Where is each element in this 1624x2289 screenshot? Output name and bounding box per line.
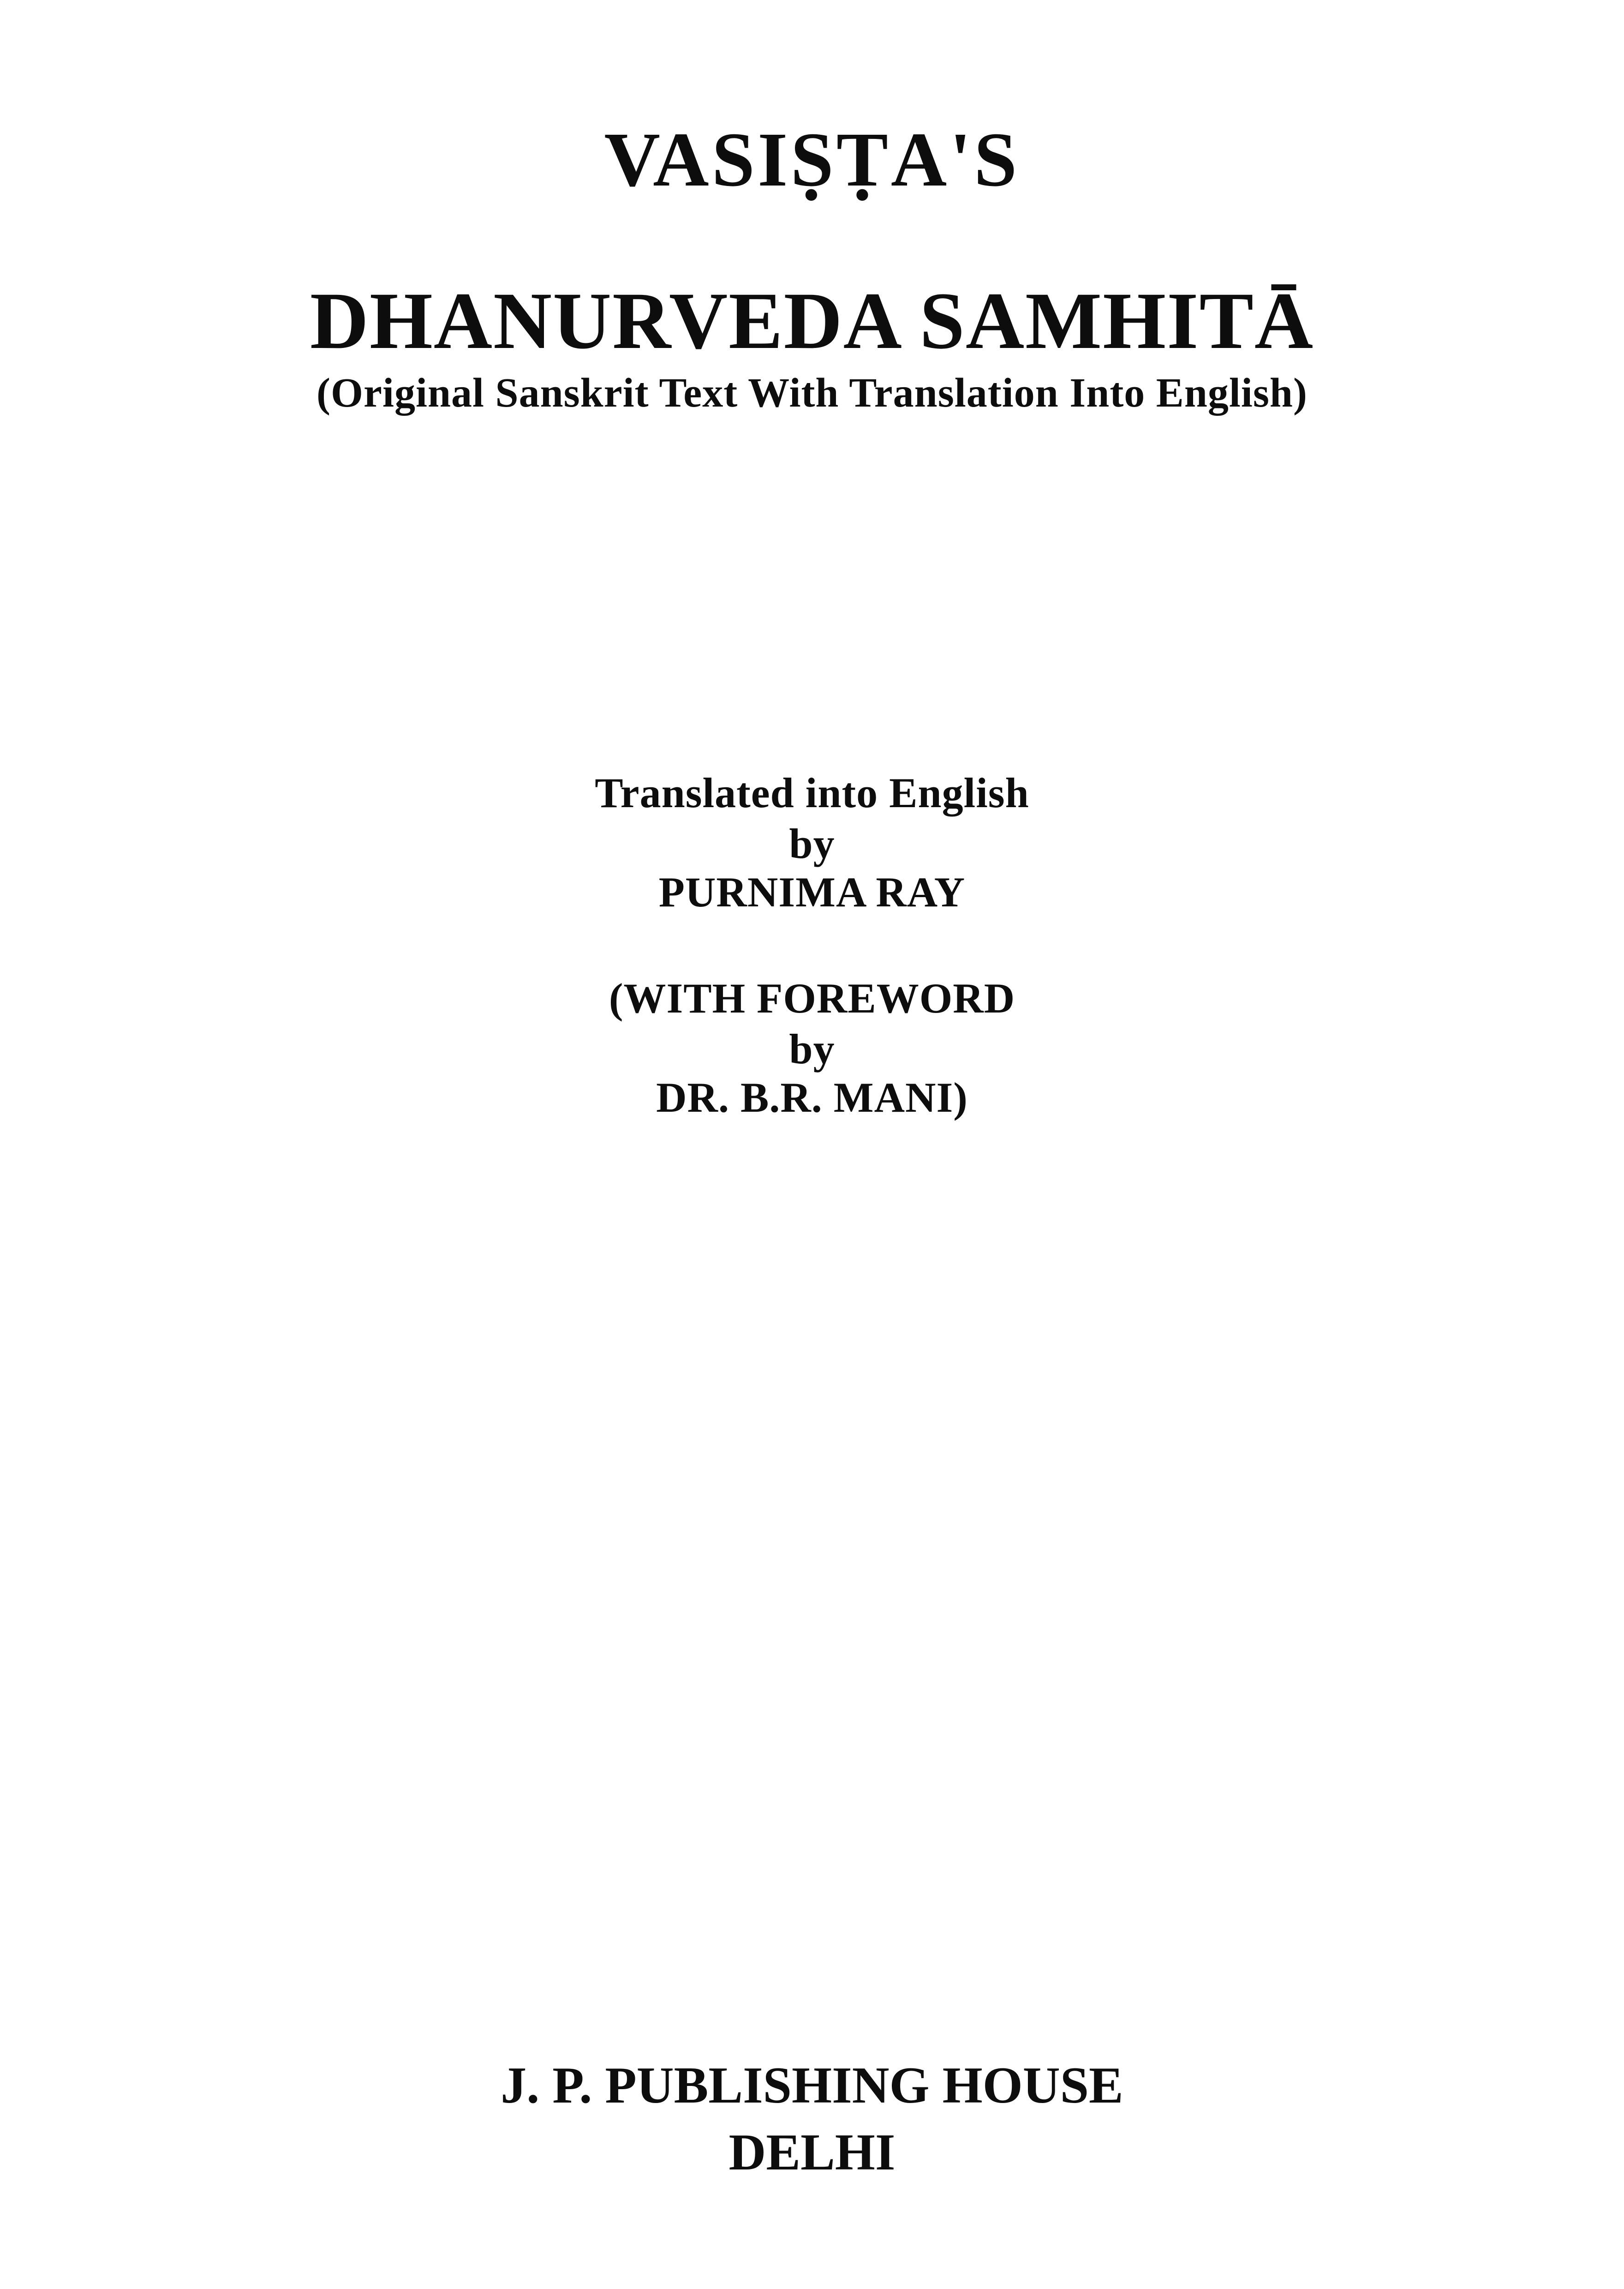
title-line-2: DHANURVEDA SAMHITĀ: [310, 276, 1314, 366]
by-foreword: by: [789, 1025, 835, 1073]
subtitle: (Original Sanskrit Text With Translation Into English): [316, 370, 1308, 416]
title-line-1: VASIṢṬA'S: [604, 117, 1020, 203]
foreword-line: (WITH FOREWORD: [609, 975, 1015, 1022]
by-translator: by: [789, 820, 835, 867]
translator-name: PURNIMA RAY: [658, 869, 966, 916]
foreword-author: DR. B.R. MANI): [656, 1074, 968, 1121]
publisher-name: J. P. PUBLISHING HOUSE: [501, 2057, 1123, 2114]
translated-into-english: Translated into English: [595, 769, 1029, 816]
publisher-city: DELHI: [728, 2124, 896, 2181]
